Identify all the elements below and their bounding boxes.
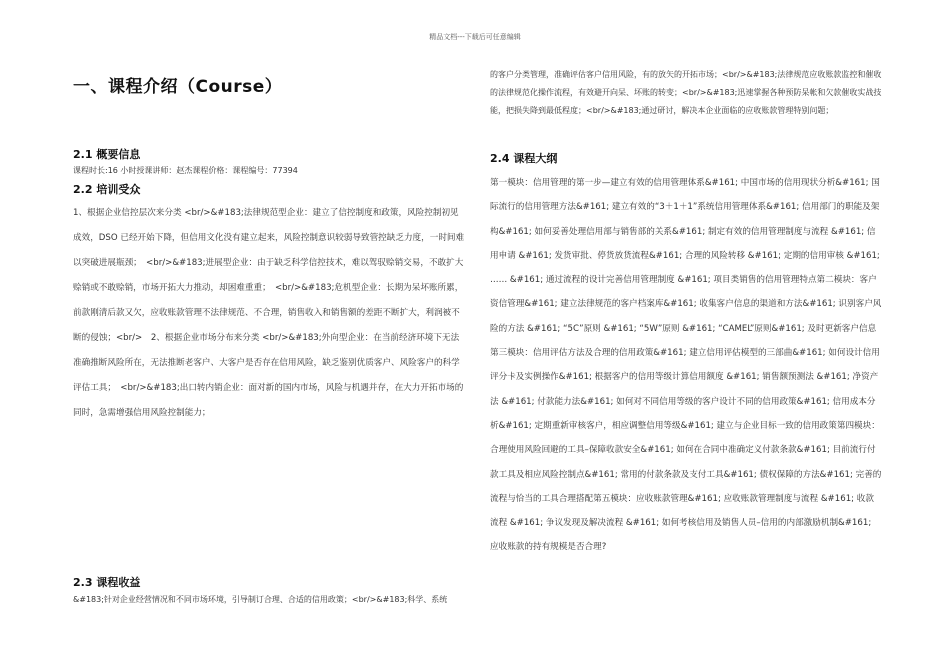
course-title: 一、课程介绍（Course）: [73, 77, 283, 97]
course-outline-text: 第一模块：信用管理的第一步—建立有效的信用管理体系&#161; 中国市场的信用现状分析&#161; 国际流行的信用管理方法&#161; 建立有效的“3＋1＋1”系统信用管理体系&#161; 信用部门的职能及架构&#161; 如何妥善处理信用部与销售部的关系&#161; 制定有效的信用管理制度与流程 &#161; 信用申请 &#161; 发货审批、停货放货流程&#161; 合理的风险转移 &#161; 定期的信用审核 &#161; …… &#161; 通过流程的设计完善信用管理制度 &#161; 项目类销售的信用管理特点第二模块：客户资信管理&#161; 建立法律规范的客户档案库&#161; 收集客户信息的渠道和方法&#161; 识别客户风险的方法 &#161; “5C”原则 &#161; “5W”原则 &#161; “CAMEL”原则&#161; 及时更新客户信息第三模块：信用评估方法及合理的信用政策&#161; 建立信用评估模型的三部曲&#161; 如何设计信用评分卡及实例操作&#161; 根据客户的信用等级计算信用额度 &#161; 销售额预测法 &#161; 净资产法 &#161; 付款能力法&#161; 如何对不同信用等级的客户设计不同的信用政策&#161; 信用成本分析&#161; 定期重新审核客户，相应调整信用等级&#161; 建立与企业目标一致的信用政策第四模块：合理使用风险回避的工具–保障收款安全&#161; 如何在合同中准确定义付款条款&#161; 目前流行付款工具及相应风险控制点&#161; 常用的付款条款及支付工具&#161; 债权保障的方法&#161; 完善的流程与恰当的工具合理搭配第五模块：应收账款管理&#161; 应收账款管理制度与流程 &#161; 收款流程 &#161; 争议发现及解决流程 &#161; 如何考核信用及销售人员–信用的内部激励机制&#161; 应收账款的持有规模是否合理?: [490, 178, 882, 553]
section-2-4-heading: 2.4 课程大纲: [490, 152, 558, 165]
course-meta-info: 课程时长:16 小时授课讲师：赵杰课程价格：课程编号：77394: [73, 166, 298, 175]
training-audience-text: 1、根据企业信控层次来分类 <br/>&#183;法律规范型企业：建立了信控制度和政策，风险控制初见成效，DSO 已经开始下降，但信用文化没有建立起来，风险控制意识较弱导致管控缺乏力度，一时间难以突破进展瓶颈； <br/>&#183;进展型企业：由于缺乏科学信控技术，难以驾驭赊销交易，不敢扩大赊销或不敢赊销，市场开拓大力推动，却困难重重； <br/>&#183;危机型企业：长期为呆坏账所累，前款刚清后款又欠，应收账款管理不法律规范、不合理，销售收入和销售额的差距不断扩大，利润被不断的侵蚀；<br/> 2、根据企业市场分布来分类 <br/>&#183;外向型企业：在当前经济环境下无法准确推断风险所在，无法推断老客户、大客户是否存在信用风险，缺乏鉴别优质客户、风险客户的科学评估工具； <br/>&#183;出口转内销企业：面对新的国内市场，风险与机遇并存，在大力开拓市场的同时，急需增强信用风险控制能力；: [73, 208, 465, 418]
course-benefits-continued-text: 的客户分类管理，准确评估客户信用风险，有的放矢的开拓市场；<br/>&#183;法律规范应收账款监控和催收的法律规范化操作流程，有效避开向呆、坏账的转变；<br/>&#183;迅速掌握各种预防呆帐和欠款催收实战技能，把损失降到最低程度；<br/>&#183;通过研讨，解决本企业面临的应收账款管理特别问题；: [490, 70, 882, 115]
document-header-note: 精品文档---下载后可任意编辑: [429, 33, 521, 41]
course-benefits-text: &#183;针对企业经营情况和不同市场环境，引导制订合理、合适的信用政策；<br/>&#183;科学、系统: [73, 595, 448, 604]
section-2-2-heading: 2.2 培训受众: [73, 183, 141, 196]
section-2-3-heading: 2.3 课程收益: [73, 576, 141, 589]
section-2-1-heading: 2.1 概要信息: [73, 148, 141, 161]
